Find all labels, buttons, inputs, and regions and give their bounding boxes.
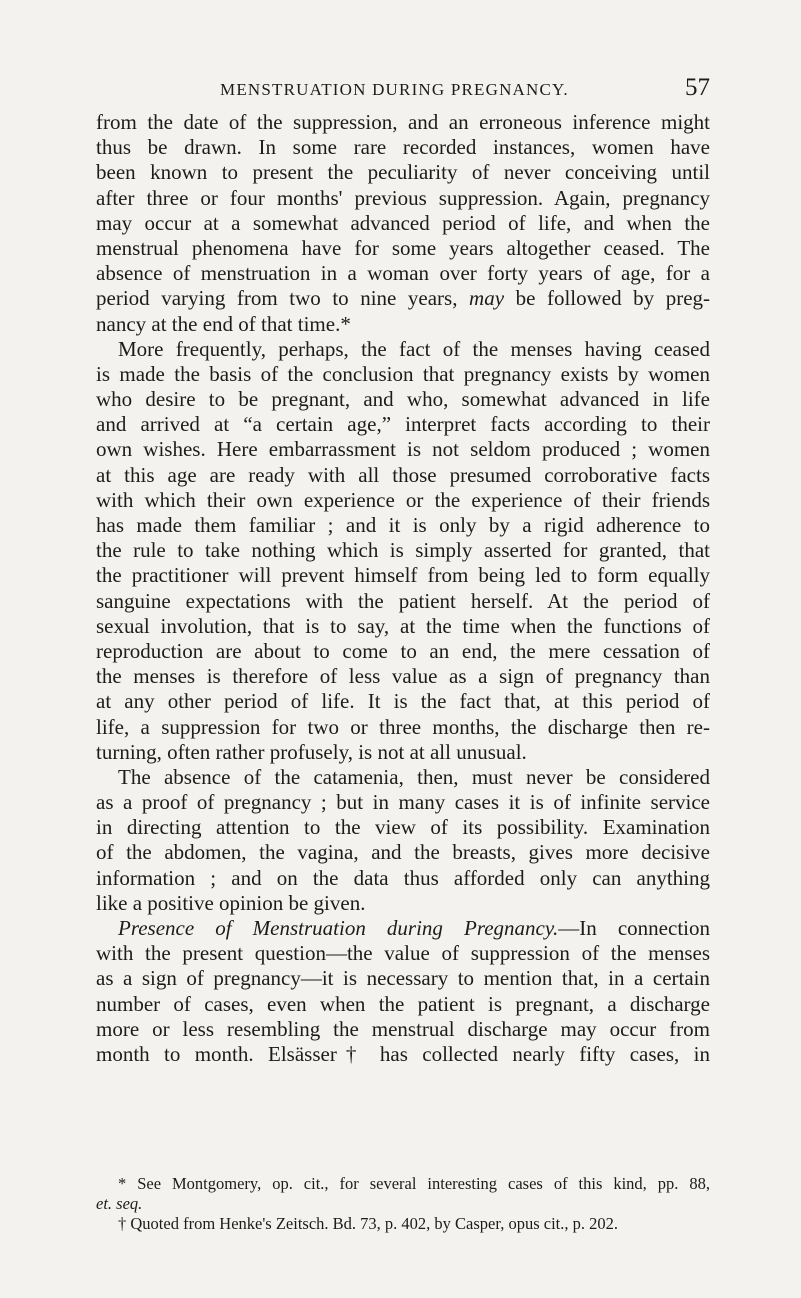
footnote-dagger: † Quoted from Henke's Zeitsch. Bd. 73, p. 402, by Casper, opus cit., p. 202. — [118, 1214, 618, 1233]
text-line: nancy at the end of that time.* — [96, 311, 351, 336]
text-line: more or less resembling the menstrual discharge may occur from — [96, 1016, 710, 1041]
paragraph-start-line: The absence of the catamenia, then, must never be considered — [118, 764, 710, 789]
text-line: and arrived at “a certain age,” interpret facts according to their — [96, 412, 710, 437]
text-line: reproduction are about to come to an end, the mere cessation of — [96, 638, 710, 663]
text-line: like a positive opinion be given. — [96, 890, 366, 915]
text-line: sexual involution, that is to say, at the time when the functions of — [96, 613, 710, 638]
paragraph-start-line — [96, 916, 710, 941]
footnotes — [96, 1174, 710, 1234]
running-head: MENSTRUATION DURING PREGNANCY. — [220, 80, 569, 99]
text-segment: period varying from two to nine years, — [96, 286, 458, 311]
text-line: of the abdomen, the vagina, and the breasts, gives more decisive — [96, 840, 710, 865]
text-line: the rule to take nothing which is simply asserted for granted, that — [96, 538, 710, 563]
text-line: at this age are ready with all those presumed corroborative facts — [96, 462, 710, 487]
text-line — [96, 286, 710, 311]
page-number: 57 — [685, 74, 710, 101]
text-segment: be followed by preg- — [515, 286, 711, 311]
text-line: from the date of the suppression, and an erroneous inference might — [96, 110, 710, 134]
text-line: in directing attention to the view of its possibility. Examination — [96, 815, 710, 840]
text-line: may occur at a somewhat advanced period of life, and when the — [96, 210, 710, 235]
section-heading-inline: Presence of Menstruation during Pregnancy. — [118, 916, 559, 940]
text-line: who desire to be pregnant, and who, somewhat advanced in life — [96, 387, 710, 412]
text-line: with which their own experience or the experience of their friends — [96, 487, 710, 512]
body-text — [96, 110, 710, 1067]
text-line: been known to present the peculiarity of never conceiving until — [96, 160, 710, 185]
paragraph-start-line: More frequently, perhaps, the fact of the menses having ceased — [118, 336, 710, 361]
text-line: the menses is therefore of less value as a sign of pregnancy than — [96, 664, 710, 689]
text-line: sanguine expectations with the patient herself. At the period of — [96, 588, 710, 613]
footnote-italic: et. seq. — [96, 1194, 143, 1213]
text-line: as a proof of pregnancy ; but in many cases it is of infinite service — [96, 790, 710, 815]
text-line: is made the basis of the conclusion that pregnancy exists by women — [96, 361, 710, 386]
text-line: own wishes. Here embarrassment is not seldom produced ; women — [96, 437, 710, 462]
text-line: turning, often rather profusely, is not at all unusual. — [96, 739, 527, 764]
text-line: the practitioner will prevent himself from being led to form equally — [96, 563, 710, 588]
text-line: as a sign of pregnancy—it is necessary to mention that, in a certain — [96, 966, 710, 991]
emphasis-may: may — [469, 286, 505, 311]
text-line: menstrual phenomena have for some years altogether ceased. The — [96, 235, 710, 260]
text-line: absence of menstruation in a woman over forty years of age, for a — [96, 261, 710, 286]
text-line: life, a suppression for two or three months, the discharge then re- — [96, 714, 710, 739]
text-line: has made them familiar ; and it is only by a rigid adherence to — [96, 513, 710, 537]
text-line: thus be drawn. In some rare recorded instances, women have — [96, 135, 710, 160]
text-line: information ; and on the data thus afforded only can anything — [96, 865, 710, 890]
page-header — [220, 76, 710, 106]
footnote-asterisk: * See Montgomery, op. cit., for several interesting cases of this kind, pp. 88, — [118, 1174, 710, 1193]
text-line: number of cases, even when the patient is pregnant, a discharge — [96, 991, 710, 1016]
text-line: at any other period of life. It is the fact that, at this period of — [96, 689, 710, 714]
footnote-continuation — [96, 1194, 710, 1214]
text-line: after three or four months' previous suppression. Again, pregnancy — [96, 185, 710, 210]
text-segment: —In connection — [558, 916, 710, 940]
text-line: month to month. Elsässer† has collected nearly fifty cases, in — [96, 1041, 710, 1066]
text-line: with the present question—the value of suppression of the menses — [96, 941, 710, 966]
